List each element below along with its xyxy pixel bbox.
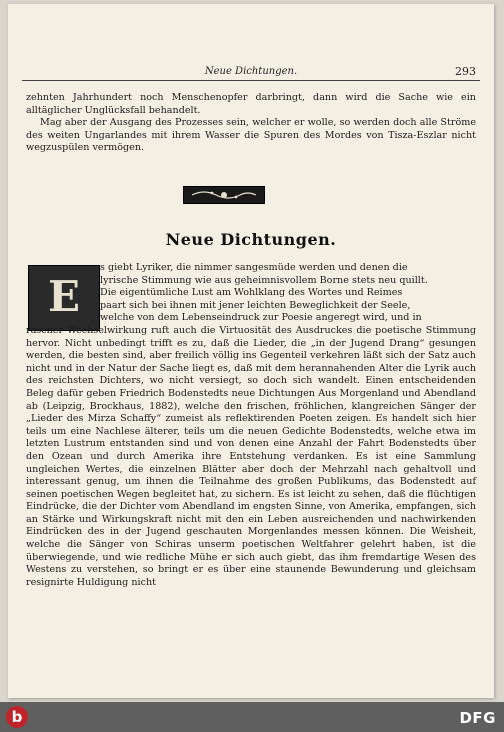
intro-text bbox=[26, 92, 476, 155]
page-number: 293 bbox=[455, 65, 476, 78]
ornament-icon bbox=[184, 187, 264, 203]
lead-line: welche von dem Lebenseindruck zur Poesie angeregt wird, und in bbox=[100, 312, 422, 324]
intro-paragraph: zehnten Jahrhundert noch Menschenopfer darbringt, dann wird die Sache wie ein alltäglicher Unglücksfall behandelt. bbox=[26, 92, 476, 116]
library-logo-icon[interactable]: b bbox=[6, 706, 28, 728]
lead-line: s giebt Lyriker, die nimmer sangesmüde werden und denen die bbox=[100, 262, 408, 273]
lead-line: lyrische Stimmung wie aus geheimnisvollem Borne stets neu quillt. bbox=[100, 274, 428, 286]
lead-line: Die eigentümliche Lust am Wohlklang des Wortes und Reimes bbox=[100, 287, 403, 299]
section-title: Neue Dichtungen. bbox=[165, 230, 337, 249]
lead-line: paart sich bei ihnen mit jener leichten Beweglichkeit der Seele, bbox=[100, 299, 411, 311]
body-paragraph: rascher Wechselwirkung ruft auch die Virtuosität des Ausdruckes die poetische Stimmung hervor. Nicht unbedingt trifft es zu, daß die Lieder, die „in der Jugend Drang“ gesungen werden, die besten sind, aber freilich völlig ins Gegenteil verkehren läßt sich der Satz auch nicht und in der Natur der Sache liegt es, daß mit dem herannahenden Alter die Lyrik auch des reichsten Dichters, wo nicht versiegt, so doch sich wandelt. Einen entscheidenden Beleg dafür geben Friedrich Bodenstedts neue Dichtungen Aus Morgenland und Abendland ab (Leipzig, Brockhaus, 1882), welche den frischen, fröhlichen, klangreichen Sänger der „Lieder des Mirza Schaffy“ zumeist als reflektirenden Poeten zeigen. Es handelt sich hier teils um eine Nachlese älterer, teils um die neuen Gedichte Bodenstedts, welche etwa im letzten Lustrum entstanden sind und von denen eine Anzahl der Fahrt Bodenstedts über den Ozean und durch Amerika ihre Entstehung verdanken. Es ist eine Sammlung ungleichen Wertes, die einzelnen Blätter aber doch der Mehrzahl nach gehaltvoll und interessant genug, um ihnen die Teilnahme des großen Publikums, das Bodenstedt auf seinen poetischen Wegen begleitet hat, zu sichern. Es ist leicht zu sehen, daß die flüchtigen Eindrücke, die der Dichter vom Abendland im engsten Sinne, von Amerika, empfangen, sich an Stärke und Wirkungskraft nicht mit den ein Leben ausreichenden und nachwirkenden Eindrücken des in der Jugend geschauten Morgenlandes messen können. Die Weisheit, welche die Sänger von Schiras unserm poetischen Weltfahrer gelehrt haben, ist die überwiegende, und wie redliche Mühe er sich auch giebt, das ihm fremdartige Wesen des Westens zu verstehen, so bringt er es über eine staunende Bewunderung und gleichsam resignirte Huldigung nicht bbox=[26, 324, 476, 588]
drop-cap-letter: E bbox=[47, 272, 80, 321]
intro-paragraph: Mag aber der Ausgang des Prozesses sein, welcher er wolle, so werden doch alle Ströme des weiten Ungarlandes mit ihrem Wasser die Spuren des Mordes von Tisza-Eszlar nicht wegzuspülen vermögen. bbox=[26, 117, 476, 154]
ornament-vignette bbox=[183, 186, 265, 204]
running-head bbox=[22, 66, 480, 81]
main-text bbox=[26, 262, 476, 589]
running-title: Neue Dichtungen. bbox=[204, 66, 298, 77]
book-page bbox=[8, 4, 494, 698]
viewer-footer bbox=[0, 702, 504, 732]
dfg-logo[interactable]: DFG bbox=[459, 709, 496, 727]
